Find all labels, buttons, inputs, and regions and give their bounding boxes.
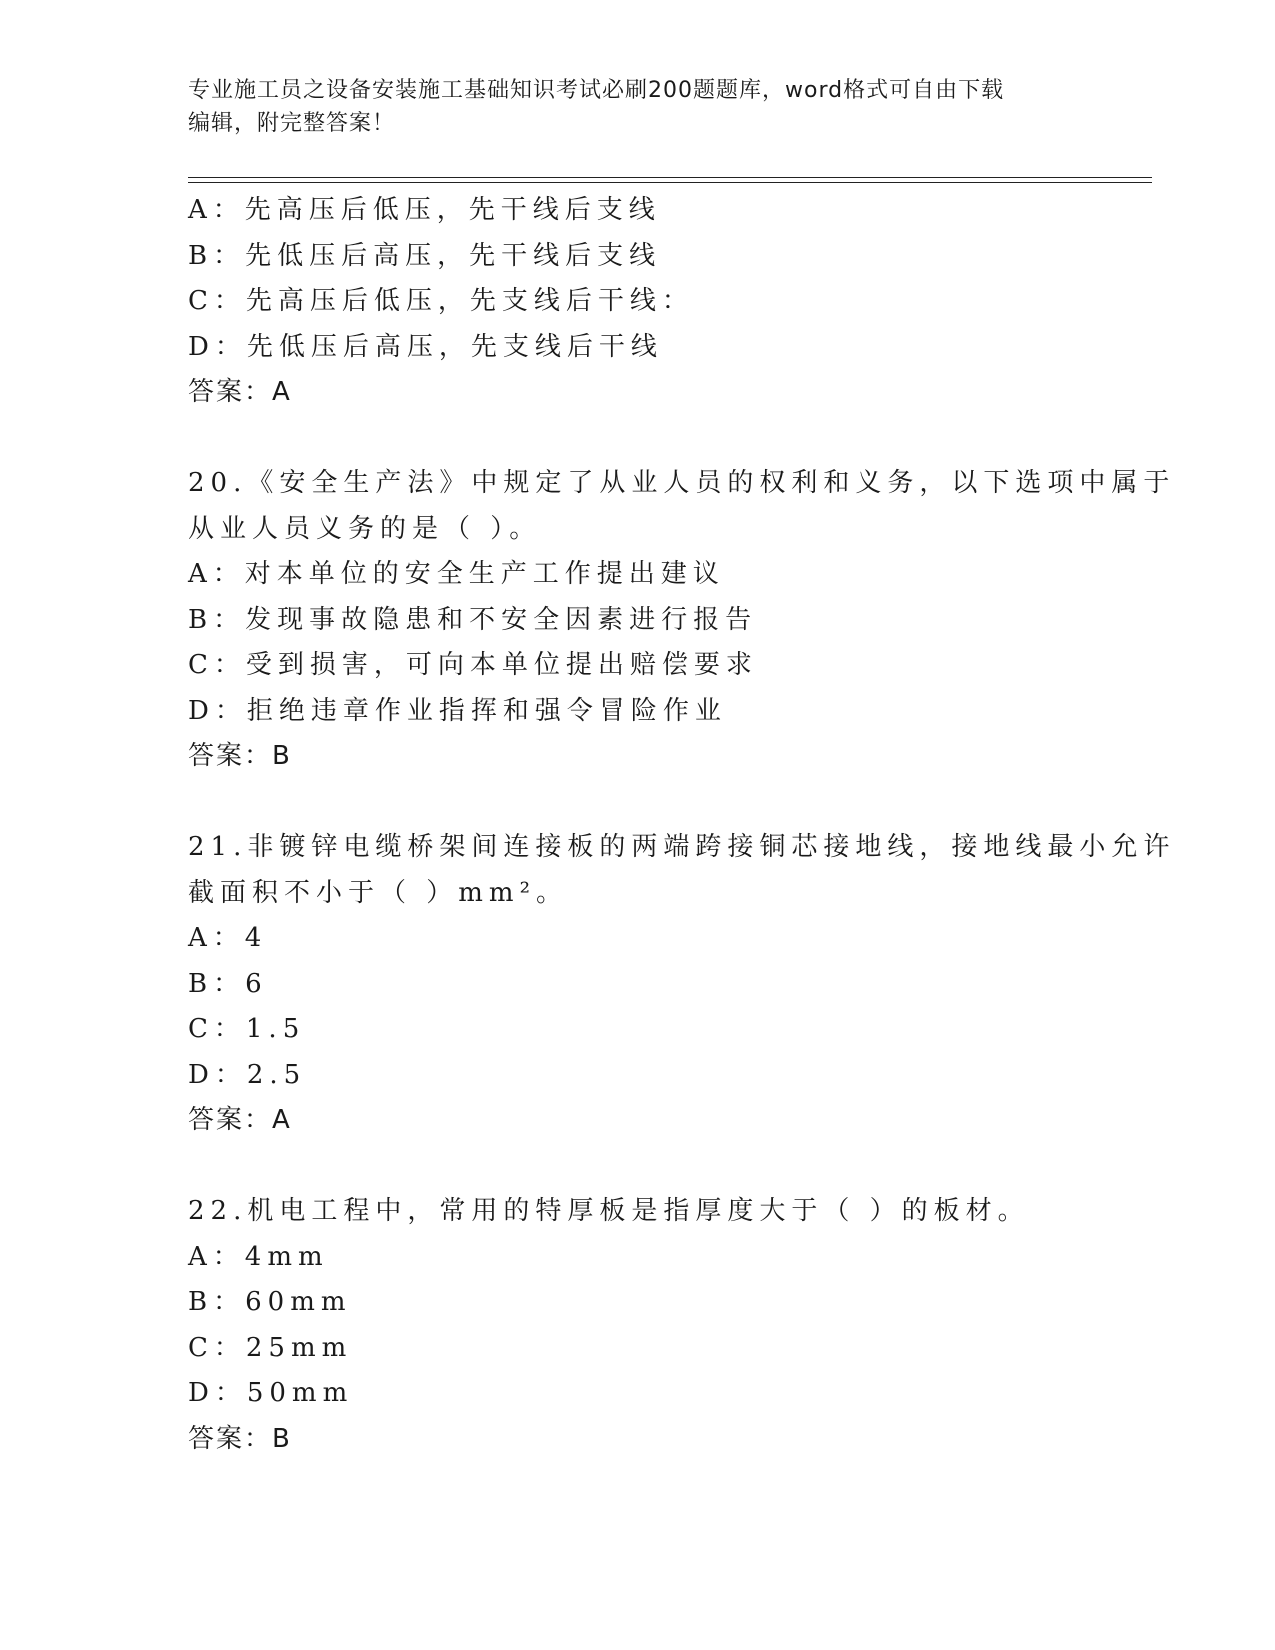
header-divider-bottom [188,182,1152,183]
option-d: D：2.5 [188,1059,307,1090]
document-header [188,74,1068,140]
option-a: A：4mm [188,1241,329,1272]
question-stem-line-2: 从业人员义务的是（ ）。 [188,513,542,544]
question-stem-line-2: 截面积不小于（ ）mm²。 [188,877,568,908]
header-line-2: 编辑，附完整答案！ [188,111,396,136]
option-a: A：先高压后低压，先干线后支线 [188,195,661,225]
option-d: D：50mm [188,1378,354,1408]
question-stem-line-1: 22.机电工程中，常用的特厚板是指厚度大于（ ）的板材。 [188,1196,1030,1226]
question-stem-line-1: 20.《安全生产法》中规定了从业人员的权利和义务，以下选项中属于 [188,468,1176,498]
option-c: C：受到损害，可向本单位提出赔偿要求 [188,650,758,680]
option-b: B：60mm [188,1287,352,1317]
option-a: A：对本单位的安全生产工作提出建议 [188,559,725,589]
answer-line: 答案：A [188,377,292,407]
question-21 [188,825,1176,1144]
question-list [188,188,1176,1462]
header-line-1: 专业施工员之设备安装施工基础知识考试必刷200题题库，word格式可自由下载 [188,78,1005,103]
option-b: B：6 [188,968,268,999]
answer-line: 答案：A [188,1105,292,1135]
option-d: D：拒绝违章作业指挥和强令冒险作业 [188,695,727,726]
option-b: B：发现事故隐患和不安全因素进行报告 [188,604,758,635]
answer-line: 答案：B [188,1423,292,1454]
answer-line: 答案：B [188,741,292,771]
option-b: B：先低压后高压，先干线后支线 [188,240,662,271]
question-continued [188,188,1148,416]
question-22 [188,1189,1148,1462]
option-c: C：先高压后低压，先支线后干线： [188,286,694,316]
question-stem-line-1: 21.非镀锌电缆桥架间连接板的两端跨接铜芯接地线，接地线最小允许 [188,832,1176,862]
option-a: A：4 [188,923,268,953]
header-divider-top [188,177,1152,178]
option-c: C：1.5 [188,1014,306,1044]
option-d: D：先低压后高压，先支线后干线 [188,331,663,362]
question-20 [188,461,1176,780]
option-c: C：25mm [188,1332,353,1363]
